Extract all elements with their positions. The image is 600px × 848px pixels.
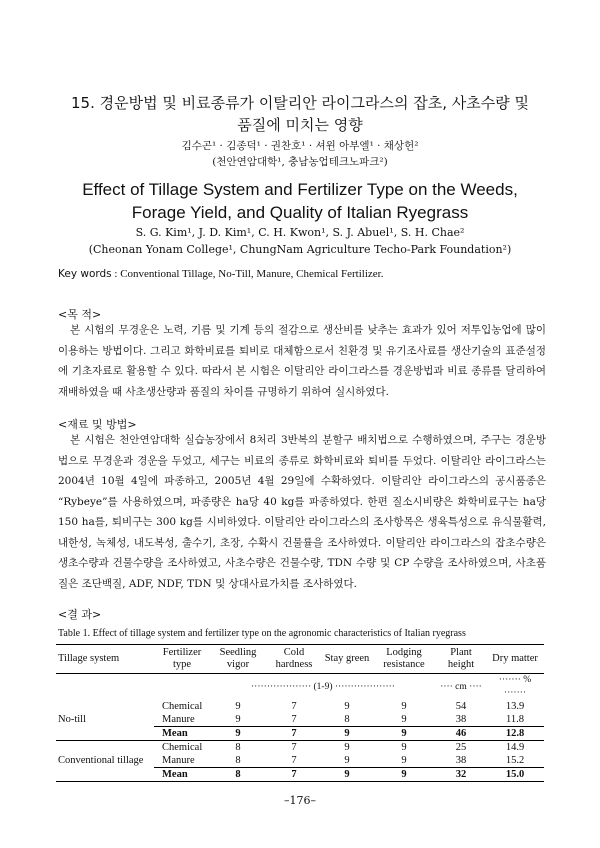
- table-cell: 9: [401, 714, 407, 725]
- table-mean-row: [56, 727, 544, 741]
- col-plant-height: Plant height: [436, 645, 486, 674]
- table-cell: 8: [235, 742, 241, 753]
- purpose-paragraph: 본 시험의 무경운은 노력, 기름 및 기계 등의 절감으로 생산비를 낮추는 효과가 있어 저투입농업에 많이 이용하는 방법이다. 그리고 화학비료를 퇴비로 대체함으로서 친환경 및 유기조사료를 생산기술의 표준설정에 기초자료로 활용할 수 있다. 따라서 본 시험은 이탈리안 라이그라스를 경운방법과 비료 종류를 달리하여 재배하였을 때 사초생산량과 품질의 차이를 규명하기 위하여 실시하였다.: [58, 324, 546, 398]
- table-cell: 9: [372, 727, 436, 741]
- fertilizer-cell: Chemical: [162, 742, 203, 753]
- agronomic-table: [56, 644, 544, 782]
- mean-label: Mean: [154, 727, 210, 741]
- col-tillage-system: Tillage system: [56, 645, 154, 674]
- table-cell: 54: [455, 701, 467, 712]
- english-author-names: S. G. Kim¹, J. D. Kim¹, C. H. Kwon¹, S. J. Abuel¹, S. H. Chae²: [135, 226, 465, 239]
- english-authors: [0, 224, 600, 258]
- korean-author-names: 김수곤¹ · 김종덕¹ · 권찬호¹ · 셔윈 아부엘¹ · 채상헌²: [181, 140, 419, 152]
- col-fertilizer-type: Fertilizer type: [154, 645, 210, 674]
- results-heading: <결 과>: [58, 608, 102, 621]
- english-title-line-1: Effect of Tillage System and Fertilizer Type on the Weeds,: [82, 180, 518, 199]
- table-cell: 7: [291, 714, 297, 725]
- table-row: [56, 700, 544, 713]
- methods-heading: <재료 및 방법>: [58, 418, 137, 431]
- table-cell: 8: [344, 714, 350, 725]
- table-cell: 9: [344, 701, 350, 712]
- table-cell: 38: [455, 714, 467, 725]
- table-unit-row: [56, 674, 544, 701]
- col-seedling-vigor: Seedling vigor: [210, 645, 266, 674]
- fertilizer-cell: Manure: [162, 755, 195, 766]
- english-title-line-2: Forage Yield, and Quality of Italian Ryegrass: [131, 203, 469, 222]
- table-row: [56, 741, 544, 755]
- table-cell: 9: [322, 727, 372, 741]
- table-cell: 25: [455, 742, 467, 753]
- table-cell: 46: [436, 727, 486, 741]
- table-cell: 15.2: [505, 755, 525, 766]
- mean-label: Mean: [154, 768, 210, 782]
- table-cell: 9: [322, 768, 372, 782]
- table-cell: 9: [401, 701, 407, 712]
- table-cell: 13.9: [505, 701, 525, 712]
- table-cell: 9: [372, 768, 436, 782]
- unit-scale-label: ··················· (1-9) ···················: [251, 681, 395, 692]
- page-number: –176–: [284, 794, 316, 807]
- table-cell: 7: [291, 742, 297, 753]
- table-cell: 9: [235, 701, 241, 712]
- english-title: [40, 178, 560, 224]
- table-cell: 9: [235, 714, 241, 725]
- table-mean-row: [56, 768, 544, 782]
- korean-authors: [0, 138, 600, 170]
- korean-title-line-2: 품질에 미치는 영향: [237, 116, 363, 134]
- table-cell: 14.9: [505, 742, 525, 753]
- col-stay-green: Stay green: [322, 645, 372, 674]
- tillage-system-cell: No-till: [58, 713, 86, 725]
- table-cell: 9: [344, 755, 350, 766]
- korean-title: [40, 92, 560, 136]
- korean-title-line-1: 15. 경운방법 및 비료종류가 이탈리안 라이그라스의 잡초, 사초수량 및: [70, 94, 529, 112]
- tillage-system-cell: Conventional tillage: [58, 754, 144, 766]
- table-cell: 15.0: [486, 768, 544, 782]
- table-cell: 9: [210, 727, 266, 741]
- keywords-text: : Conventional Tillage, No-Till, Manure, Chemical Fertilizer.: [114, 268, 384, 280]
- table-cell: 9: [344, 742, 350, 753]
- table-cell: 7: [266, 727, 322, 741]
- unit-cm-label: ···· cm ····: [440, 681, 482, 692]
- table-cell: 32: [436, 768, 486, 782]
- keywords: [58, 268, 383, 280]
- korean-author-affiliations: (천안연암대학¹, 충남농업테크노파크²): [212, 156, 388, 168]
- table-cell: 7: [291, 701, 297, 712]
- purpose-heading: <목 적>: [58, 308, 102, 321]
- english-author-affiliations: (Cheonan Yonam College¹, ChungNam Agriculture Techo-Park Foundation²): [88, 243, 512, 256]
- table-cell: 12.8: [486, 727, 544, 741]
- unit-percent-label: ······· % ·······: [498, 675, 532, 698]
- table-cell: 9: [401, 742, 407, 753]
- methods-paragraph: 본 시험은 천안연암대학 실습농장에서 8처리 3반복의 분할구 배치법으로 수행하였으며, 주구는 경운방법으로 무경운과 경운을 두었고, 세구는 비료의 종류로 화학비료와 퇴비를 두었다. 이탈리안 라이그라스는 2004년 10월 4일에 파종하고, 2005년 4월 29일에 수확하였다. 이탈리안 라이그라스의 공시품종은 “Rybeye”를 사용하였으며, 파종량은 ha당 40 kg를 파종하였다. 한편 질소시비량은 화학비료구는 ha당 150 ha를, 퇴비구는 300 kg를 시비하였다. 이탈리안 라이그라스의 조사항목은 생육특성으로 유식물활력, 내한성, 녹체성, 내도복성, 출수기, 초장, 수확시 건물률을 조사하였다. 이탈리안 라이그라스의 잡초수량은 생초수량과 건물수량을 조사하였고, 사초수량은 건물수량, TDN 수량 및 CP 수량을 조사하였으며, 사초품질은 조단백질, ADF, NDF, TDN 및 상대사료가치를 조사하였다.: [58, 434, 546, 590]
- table-caption: Table 1. Effect of tillage system and fertilizer type on the agronomic characteristics of Italian ryegrass: [58, 628, 466, 639]
- table-cell: 38: [455, 755, 467, 766]
- table-cell: 8: [210, 768, 266, 782]
- table-cell: 7: [266, 768, 322, 782]
- table-header-row: [56, 645, 544, 674]
- fertilizer-cell: Manure: [162, 714, 195, 725]
- col-lodging-resistance: Lodging resistance: [372, 645, 436, 674]
- table-cell: 7: [291, 755, 297, 766]
- table-cell: 11.8: [506, 714, 524, 725]
- col-cold-hardness: Cold hardness: [266, 645, 322, 674]
- keywords-label: Key words: [58, 268, 112, 280]
- fertilizer-cell: Chemical: [162, 701, 203, 712]
- table-cell: 8: [235, 755, 241, 766]
- table-cell: 9: [401, 755, 407, 766]
- col-dry-matter: Dry matter: [486, 645, 544, 674]
